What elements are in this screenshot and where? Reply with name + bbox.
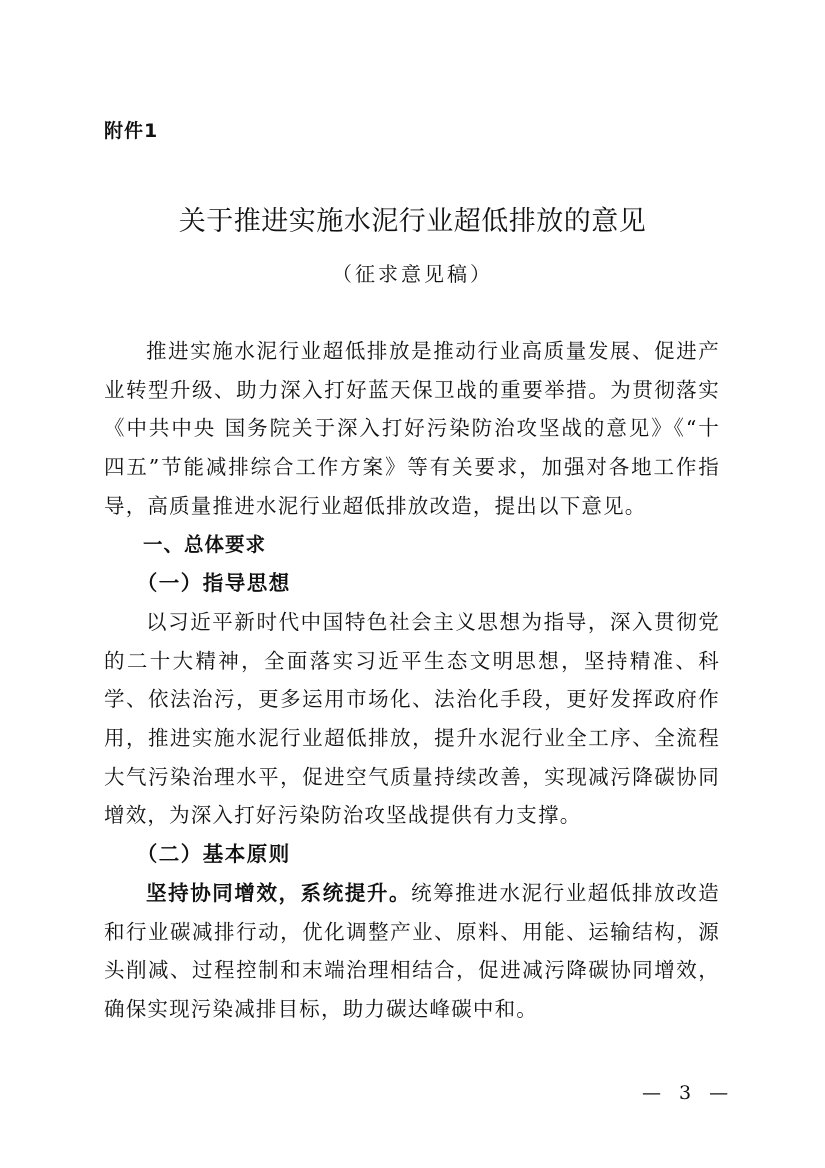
subsection-heading-basic-principles: （二）基本原则 bbox=[136, 842, 291, 867]
document-subtitle: （征求意见稿） bbox=[332, 262, 493, 286]
guiding-ideology-paragraph: 以习近平新时代中国特色社会主义思想为指导，深入贯彻党的二十大精神，全面落实习近平生态文明思想，坚持精准、科学、依法治污，更多运用市场化、法治化手段，更好发挥政府作用，推进实施水泥行业超低排放，提升水泥行业全工序、全流程大气污染治理水平，促进空气质量持续改善，实现减污降碳协同增效，为深入打好污染防治攻坚战提供有力支撑。 bbox=[104, 609, 720, 828]
principle-paragraph bbox=[104, 874, 720, 1029]
subsection-heading-guiding-ideology: （一）指导思想 bbox=[136, 571, 291, 596]
principle-text: 统筹推进水泥行业超低排放改造和行业碳减排行动，优化调整产业、原料、用能、运输结构，源头削减、过程控制和末端治理相结合，促进减污降碳协同增效，确保实现污染减排目标，助力碳达峰碳中和。 bbox=[104, 880, 720, 1021]
section-heading-general-requirements: 一、总体要求 bbox=[143, 532, 267, 556]
intro-paragraph: 推进实施水泥行业超低排放是推动行业高质量发展、促进产业转型升级、助力深入打好蓝天保卫战的重要举措。为贯彻落实《中共中央 国务院关于深入打好污染防治攻坚战的意见》《“十四五”节能减排综合工作方案》等有关要求，加强对各地工作指导，高质量推进水泥行业超低排放改造，提出以下意见。 bbox=[104, 339, 720, 518]
attachment-label: 附件1 bbox=[104, 120, 159, 142]
document-title: 关于推进实施水泥行业超低排放的意见 bbox=[178, 206, 647, 237]
page-number: — 3 — bbox=[642, 1082, 735, 1104]
document-body bbox=[104, 332, 720, 1029]
principle-lead: 坚持协同增效，系统提升。 bbox=[146, 880, 412, 905]
